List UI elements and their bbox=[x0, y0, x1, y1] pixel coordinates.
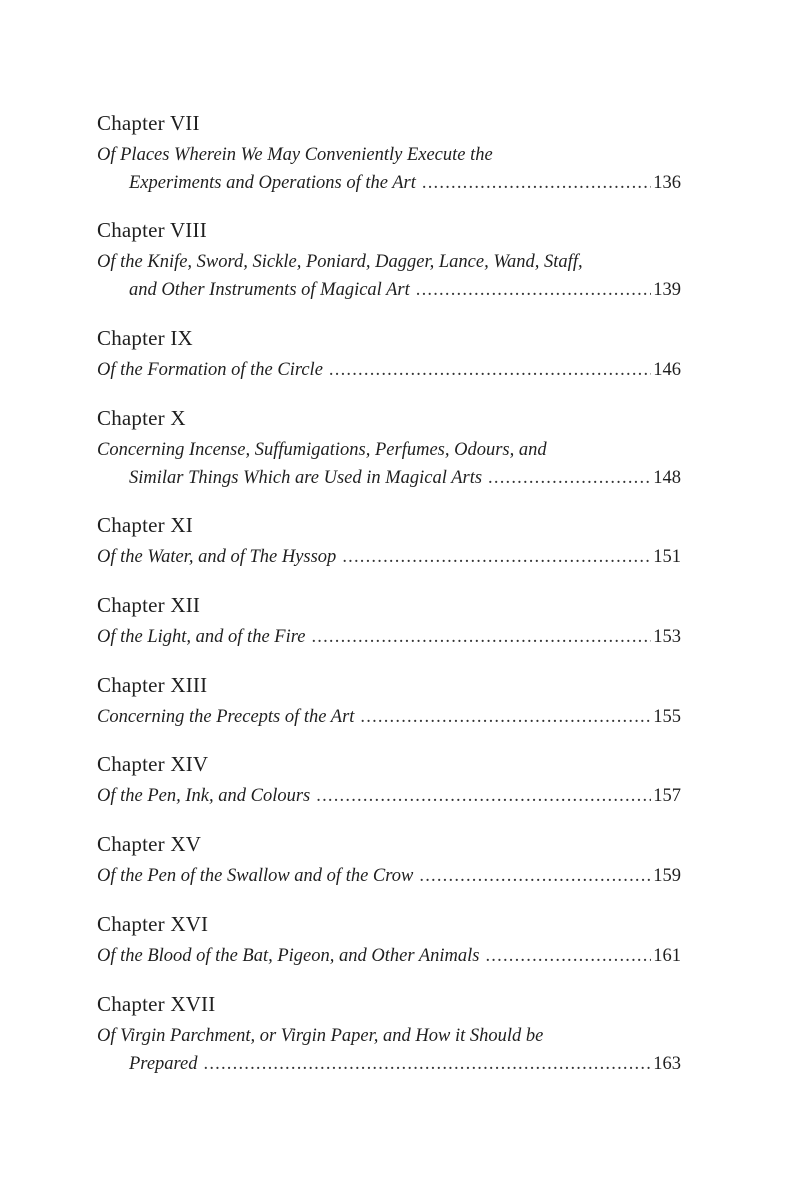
dot-leader bbox=[485, 942, 651, 970]
dot-leader bbox=[204, 1050, 652, 1078]
page-number: 136 bbox=[653, 173, 681, 193]
chapter-title-line: Of Virgin Parchment, or Virgin Paper, and How it Should be bbox=[97, 1026, 544, 1046]
chapter-title-line: and Other Instruments of Magical Art bbox=[129, 280, 410, 300]
chapter-title bbox=[97, 1022, 681, 1078]
chapter-title-last-line bbox=[97, 276, 681, 304]
chapter-title-line: Of the Knife, Sword, Sickle, Poniard, Dagger, Lance, Wand, Staff, bbox=[97, 252, 583, 272]
chapter-title bbox=[97, 703, 681, 731]
toc-entry-chapter-xvii[interactable] bbox=[97, 989, 681, 1078]
toc-entry-chapter-x[interactable] bbox=[97, 403, 681, 492]
chapter-heading: Chapter XIV bbox=[97, 752, 209, 776]
chapter-title bbox=[97, 248, 681, 304]
chapter-title-last-line bbox=[97, 356, 681, 384]
chapter-title-last-line bbox=[97, 623, 681, 651]
chapter-title bbox=[97, 862, 681, 890]
page-number: 159 bbox=[653, 866, 681, 886]
chapter-title-last-line bbox=[97, 782, 681, 810]
chapter-title-line: Of the Formation of the Circle bbox=[97, 360, 323, 380]
dot-leader bbox=[311, 623, 651, 651]
chapter-title bbox=[97, 782, 681, 810]
toc-entry-chapter-viii[interactable] bbox=[97, 215, 681, 304]
table-of-contents bbox=[97, 108, 681, 1078]
toc-entry-chapter-ix[interactable] bbox=[97, 323, 681, 384]
page-number: 151 bbox=[653, 547, 681, 567]
chapter-title-line: Of the Pen of the Swallow and of the Crow bbox=[97, 866, 414, 886]
chapter-title-last-line bbox=[97, 1050, 681, 1078]
chapter-heading: Chapter XIII bbox=[97, 673, 208, 697]
chapter-title-last-line bbox=[97, 543, 681, 571]
dot-leader bbox=[416, 276, 652, 304]
dot-leader bbox=[316, 782, 651, 810]
dot-leader bbox=[488, 464, 651, 492]
chapter-heading: Chapter IX bbox=[97, 326, 193, 350]
chapter-title-last-line bbox=[97, 942, 681, 970]
chapter-heading: Chapter XV bbox=[97, 832, 202, 856]
toc-entry-chapter-xiv[interactable] bbox=[97, 749, 681, 810]
chapter-title bbox=[97, 141, 681, 197]
chapter-title bbox=[97, 436, 681, 492]
page-number: 148 bbox=[653, 468, 681, 488]
chapter-title bbox=[97, 623, 681, 651]
dot-leader bbox=[422, 169, 651, 197]
chapter-title-line: Concerning Incense, Suffumigations, Perfumes, Odours, and bbox=[97, 440, 547, 460]
page-number: 153 bbox=[653, 627, 681, 647]
chapter-title-line: Experiments and Operations of the Art bbox=[129, 173, 416, 193]
page-number: 163 bbox=[653, 1054, 681, 1074]
chapter-title-last-line bbox=[97, 703, 681, 731]
chapter-title-line: Of the Water, and of The Hyssop bbox=[97, 547, 337, 567]
chapter-title-line: Of the Blood of the Bat, Pigeon, and Other Animals bbox=[97, 946, 480, 966]
toc-entry-chapter-vii[interactable] bbox=[97, 108, 681, 197]
dot-leader bbox=[360, 703, 651, 731]
toc-entry-chapter-xii[interactable] bbox=[97, 590, 681, 651]
chapter-title-last-line bbox=[97, 169, 681, 197]
chapter-heading: Chapter VII bbox=[97, 111, 200, 135]
chapter-title bbox=[97, 356, 681, 384]
chapter-title-line: Of Places Wherein We May Conveniently Execute the bbox=[97, 145, 493, 165]
page-number: 139 bbox=[653, 280, 681, 300]
chapter-heading: Chapter XI bbox=[97, 513, 193, 537]
page-number: 157 bbox=[653, 786, 681, 806]
toc-entry-chapter-xiii[interactable] bbox=[97, 670, 681, 731]
chapter-heading: Chapter XVI bbox=[97, 912, 209, 936]
chapter-title-line: Prepared bbox=[129, 1054, 198, 1074]
chapter-title-line: Of the Pen, Ink, and Colours bbox=[97, 786, 311, 806]
chapter-title-last-line bbox=[97, 862, 681, 890]
chapter-title-line: Similar Things Which are Used in Magical Arts bbox=[129, 468, 483, 488]
chapter-title-last-line bbox=[97, 464, 681, 492]
toc-entry-chapter-xi[interactable] bbox=[97, 510, 681, 571]
dot-leader bbox=[329, 356, 651, 384]
chapter-title bbox=[97, 942, 681, 970]
toc-entry-chapter-xvi[interactable] bbox=[97, 909, 681, 970]
chapter-title bbox=[97, 543, 681, 571]
page-number: 146 bbox=[653, 360, 681, 380]
dot-leader bbox=[342, 543, 651, 571]
chapter-heading: Chapter VIII bbox=[97, 218, 207, 242]
page-number: 155 bbox=[653, 707, 681, 727]
chapter-title-line: Of the Light, and of the Fire bbox=[97, 627, 306, 647]
chapter-heading: Chapter XVII bbox=[97, 992, 216, 1016]
toc-entry-chapter-xv[interactable] bbox=[97, 829, 681, 890]
chapter-title-line: Concerning the Precepts of the Art bbox=[97, 707, 355, 727]
chapter-heading: Chapter XII bbox=[97, 593, 201, 617]
dot-leader bbox=[419, 862, 651, 890]
chapter-heading: Chapter X bbox=[97, 406, 186, 430]
page-number: 161 bbox=[653, 946, 681, 966]
